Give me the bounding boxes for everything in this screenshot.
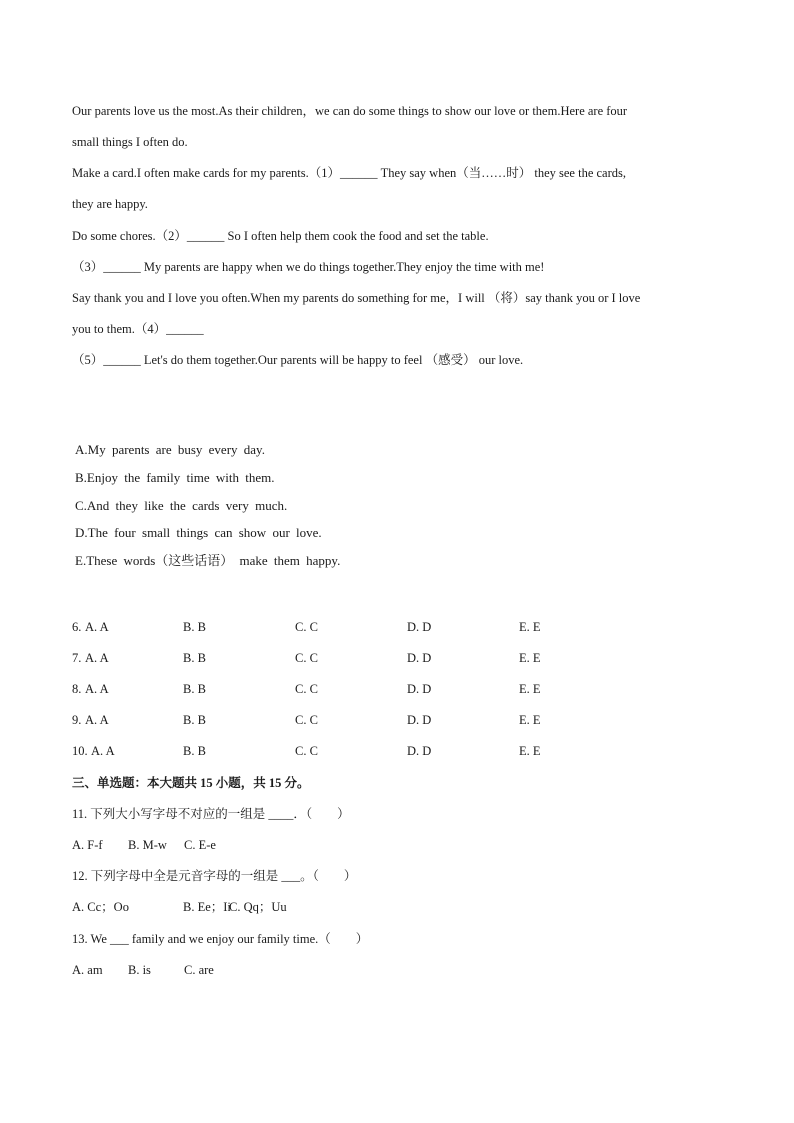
question-choices (72, 960, 372, 980)
choice-c[interactable]: C. C (295, 713, 318, 727)
choice-a[interactable]: A. A (85, 682, 109, 696)
option-c: C.And they like the cards very much. (75, 498, 288, 513)
choice-c[interactable]: C. C (295, 620, 318, 634)
option-b: B.Enjoy the family time with them. (75, 470, 275, 485)
choice-a[interactable]: A. F-f (72, 838, 103, 852)
option-a: A.My parents are busy every day. (75, 442, 265, 457)
passage-line: Say thank you and I love you often.When my parents do something for me，I will （将）say thank you or I love (72, 291, 641, 305)
passage-line: Make a card.I often make cards for my parents.（1）______ They say when（当……时） they see the cards, (72, 166, 626, 180)
choice-b[interactable]: B. B (183, 620, 206, 634)
passage-line: Our parents love us the most.As their children，we can do some things to show our love or them.Here are four (72, 104, 628, 118)
choice-c[interactable]: C. Qq；Uu (229, 900, 287, 914)
choice-b[interactable]: B. Ee；Ii (183, 900, 231, 914)
choice-e[interactable]: E. E (519, 651, 541, 665)
choice-c[interactable]: C. are (184, 963, 214, 977)
choice-b[interactable]: B. B (183, 713, 206, 727)
choice-c[interactable]: C. C (295, 651, 318, 665)
question-choices (72, 835, 372, 855)
question-stem: 11. 下列大小写字母不对应的一组是 ____．（ ） (72, 807, 350, 821)
option-d: D.The four small things can show our love. (75, 525, 322, 540)
passage-line: （5）______ Let's do them together.Our parents will be happy to feel （感受） our love. (72, 353, 524, 367)
passage-line: Do some chores.（2）______ So I often help them cook the food and set the table. (72, 229, 489, 243)
passage-line: small things I often do. (72, 135, 188, 149)
answer-row (72, 617, 592, 637)
choice-d[interactable]: D. D (407, 713, 432, 727)
choice-c[interactable]: C. C (295, 682, 318, 696)
choice-a[interactable]: A. A (85, 651, 109, 665)
choice-b[interactable]: B. B (183, 651, 206, 665)
choice-e[interactable]: E. E (519, 682, 541, 696)
choice-d[interactable]: D. D (407, 682, 432, 696)
answer-row (72, 710, 592, 730)
question-number: 9. (72, 713, 82, 727)
choice-a[interactable]: A. A (85, 620, 109, 634)
choice-a[interactable]: A. A (85, 713, 109, 727)
section-heading: 三、单选题：本大题共 15 小题，共 15 分。 (72, 776, 310, 790)
question-stem: 12. 下列字母中全是元音字母的一组是 ___。（ ） (72, 869, 357, 883)
answer-row (72, 648, 592, 668)
question-number: 10. (72, 744, 88, 758)
question-number: 6. (72, 620, 82, 634)
choice-e[interactable]: E. E (519, 713, 541, 727)
choice-d[interactable]: D. D (407, 651, 432, 665)
choice-b[interactable]: B. B (183, 682, 206, 696)
choice-a[interactable]: A. A (91, 744, 115, 758)
passage-line: you to them.（4）______ (72, 322, 204, 336)
answer-row (72, 679, 592, 699)
choice-a[interactable]: A. Cc；Oo (72, 900, 129, 914)
question-choices (72, 897, 372, 917)
choice-b[interactable]: B. M-w (128, 838, 167, 852)
choice-e[interactable]: E. E (519, 744, 541, 758)
question-stem: 13. We ___ family and we enjoy our family time.（ ） (72, 932, 369, 946)
question-number: 7. (72, 651, 82, 665)
option-e: E.These words（这些话语） make them happy. (75, 553, 341, 568)
question-number: 8. (72, 682, 82, 696)
passage-line: （3）______ My parents are happy when we do things together.They enjoy the time with me! (72, 260, 545, 274)
choice-c[interactable]: C. E-e (184, 838, 216, 852)
choice-d[interactable]: D. D (407, 744, 432, 758)
choice-d[interactable]: D. D (407, 620, 432, 634)
answer-row (72, 741, 592, 761)
choice-a[interactable]: A. am (72, 963, 103, 977)
passage-line: they are happy. (72, 197, 148, 211)
choice-b[interactable]: B. B (183, 744, 206, 758)
choice-e[interactable]: E. E (519, 620, 541, 634)
choice-c[interactable]: C. C (295, 744, 318, 758)
choice-b[interactable]: B. is (128, 963, 151, 977)
